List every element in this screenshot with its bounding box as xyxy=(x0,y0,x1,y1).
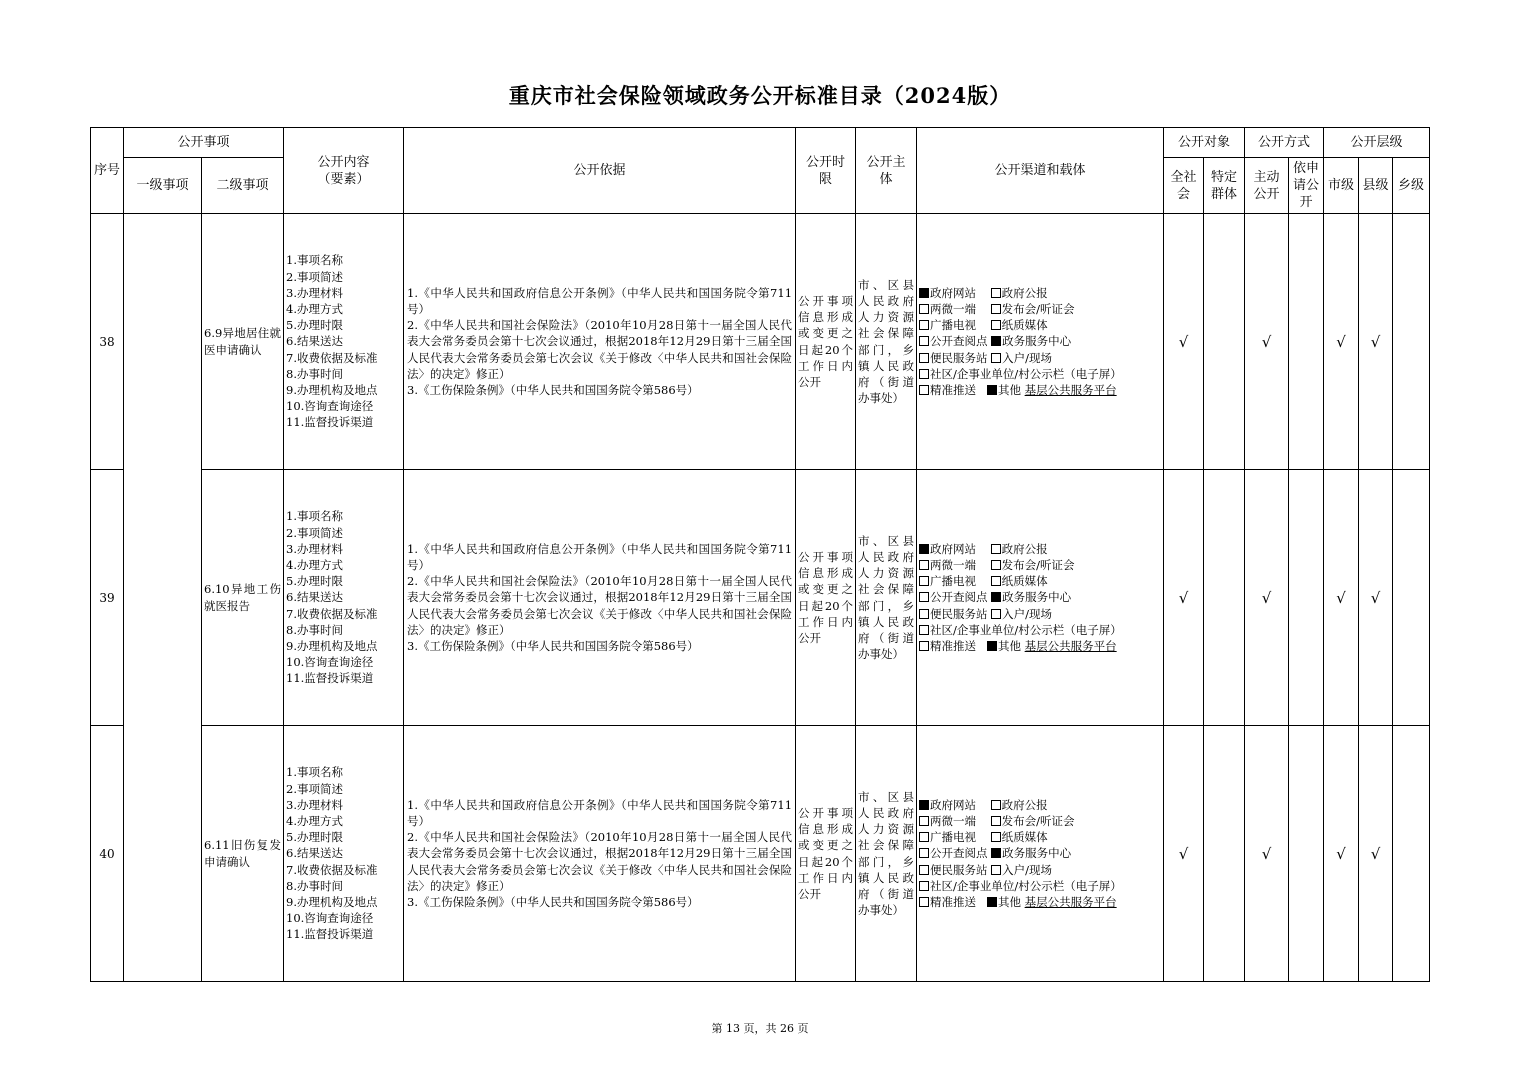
table-body xyxy=(91,214,1430,982)
header-channel: 公开渠道和载体 xyxy=(917,128,1164,214)
row-method-active-check xyxy=(1245,214,1289,470)
channel-query-point: 公开查阅点 xyxy=(930,334,988,349)
content-item: 4.办理方式 xyxy=(286,813,343,828)
content-item: 4.办理方式 xyxy=(286,301,343,316)
channel-radio-tv: 广播电视 xyxy=(930,830,977,845)
channel-service-center: 政务服务中心 xyxy=(1002,846,1072,861)
content-item: 2.事项简述 xyxy=(286,781,343,796)
content-item: 9.办理机构及地点 xyxy=(286,895,378,909)
unchecked-box-icon xyxy=(991,576,1001,586)
unchecked-box-icon xyxy=(919,625,929,635)
header-tier-township: 乡级 xyxy=(1393,158,1430,214)
check-mark: √ xyxy=(1178,588,1189,607)
checked-box-icon xyxy=(919,288,929,298)
channel-door-to-door: 入户/现场 xyxy=(1002,606,1053,621)
row-basis xyxy=(404,726,796,982)
check-mark: √ xyxy=(1336,588,1346,607)
row-method-active-check xyxy=(1245,726,1289,982)
channel-service-center: 政务服务中心 xyxy=(1002,590,1072,605)
unchecked-box-icon xyxy=(919,320,929,330)
row-content-items xyxy=(284,214,404,470)
check-mark: √ xyxy=(1261,844,1272,863)
content-item: 2.事项简述 xyxy=(286,269,343,284)
content-item: 8.办事时间 xyxy=(286,366,343,381)
channel-paper-media: 纸质媒体 xyxy=(1001,318,1048,333)
row-seq-text: 39 xyxy=(99,590,115,605)
unchecked-box-icon xyxy=(919,609,929,619)
content-item: 1.事项名称 xyxy=(286,253,343,268)
checked-box-icon xyxy=(991,848,1001,858)
unchecked-box-icon xyxy=(991,544,1001,554)
header-method: 公开方式 xyxy=(1245,128,1324,158)
row-subject xyxy=(856,726,917,982)
basis-item: 2.《中华人民共和国社会保险法》（2010年10月28日第十一届全国人民代表大会常务委员会第十七次会议通过，根据2018年12月29日第十三届全国人民代表大会常务委员会第七次会议《关于修改〈中华人民共和国社会保险法〉的决定》修正） xyxy=(407,574,793,637)
header-deadline: 公开时限 xyxy=(796,128,856,214)
basis-item: 2.《中华人民共和国社会保险法》（2010年10月28日第十一届全国人民代表大会常务委员会第十七次会议通过，根据2018年12月29日第十三届全国人民代表大会常务委员会第七次会议《关于修改〈中华人民共和国社会保险法〉的决定》修正） xyxy=(407,830,793,893)
content-item: 7.收费依据及标准 xyxy=(286,862,378,877)
row-seq-text: 40 xyxy=(99,846,115,861)
row-channels xyxy=(917,470,1164,726)
channel-bulletin: 社区/企事业单位/村公示栏（电子屏） xyxy=(930,366,1122,381)
unchecked-box-icon xyxy=(991,560,1001,570)
content-item: 3.办理材料 xyxy=(286,541,343,556)
header-level1: 一级事项 xyxy=(124,158,202,214)
header-target-specific: 特定群体 xyxy=(1204,158,1245,214)
row-tier-county-check xyxy=(1359,726,1393,982)
row-deadline xyxy=(796,470,856,726)
page-title: 重庆市社会保险领域政务公开标准目录（2024版） xyxy=(508,83,1012,108)
content-item: 8.办事时间 xyxy=(286,878,343,893)
unchecked-box-icon xyxy=(991,832,1001,842)
content-item: 11.监督投诉渠道 xyxy=(286,927,374,942)
channel-other: 其他 xyxy=(997,383,1021,397)
channel-press: 发布会/听证会 xyxy=(1001,301,1075,316)
row-deadline xyxy=(796,214,856,470)
header-subject: 公开主体 xyxy=(856,128,917,214)
header-seq: 序号 xyxy=(91,128,124,214)
unchecked-box-icon xyxy=(991,320,1001,330)
unchecked-box-icon xyxy=(919,832,929,842)
row-level2-text: 6.9异地居住就医申请确认 xyxy=(204,326,282,357)
channel-query-point: 公开查阅点 xyxy=(930,846,988,861)
header-method-active: 主动公开 xyxy=(1245,158,1289,214)
content-item: 5.办理时限 xyxy=(286,830,343,845)
unchecked-box-icon xyxy=(919,897,929,907)
row-level2 xyxy=(202,470,284,726)
channel-service-station: 便民服务站 xyxy=(930,862,988,877)
header-tier-city: 市级 xyxy=(1324,158,1359,214)
unchecked-box-icon xyxy=(919,816,929,826)
row-level2-text: 6.10异地工伤就医报告 xyxy=(204,582,282,613)
header-level2: 二级事项 xyxy=(202,158,284,214)
row-tier-city-check xyxy=(1324,470,1359,726)
content-item: 10.咨询查询途径 xyxy=(286,399,374,414)
content-item: 6.结果送达 xyxy=(286,590,343,605)
row-target-all-check xyxy=(1164,214,1204,470)
channel-bulletin: 社区/企事业单位/村公示栏（电子屏） xyxy=(930,878,1122,893)
catalog-table xyxy=(90,127,1430,982)
row-tier-city-check xyxy=(1324,726,1359,982)
row-method-request-check xyxy=(1289,726,1324,982)
basis-item: 3.《工伤保险条例》（中华人民共和国国务院令第586号） xyxy=(407,383,699,397)
channel-gov-gazette: 政府公报 xyxy=(1001,541,1048,556)
basis-item: 1.《中华人民共和国政府信息公开条例》（中华人民共和国国务院令第711号） xyxy=(407,285,793,316)
row-tier-county-check xyxy=(1359,214,1393,470)
channel-radio-tv: 广播电视 xyxy=(930,574,977,589)
row-subject-text: 市、区县人民政府人力资源社会保障部门，乡镇人民政府（街道办事处） xyxy=(858,789,915,918)
checked-box-icon xyxy=(991,336,1001,346)
header-method-request: 依申请公开 xyxy=(1289,158,1324,214)
basis-item: 2.《中华人民共和国社会保险法》（2010年10月28日第十一届全国人民代表大会常务委员会第十七次会议通过，根据2018年12月29日第十三届全国人民代表大会常务委员会第七次会议《关于修改〈中华人民共和国社会保险法〉的决定》修正） xyxy=(407,318,793,381)
content-item: 9.办理机构及地点 xyxy=(286,639,378,653)
row-deadline xyxy=(796,726,856,982)
content-item: 2.事项简述 xyxy=(286,525,343,540)
row-subject xyxy=(856,470,917,726)
unchecked-box-icon xyxy=(919,385,929,395)
unchecked-box-icon xyxy=(991,288,1001,298)
row-method-request-check xyxy=(1289,470,1324,726)
checked-box-icon xyxy=(919,544,929,554)
channel-service-station: 便民服务站 xyxy=(930,606,988,621)
channel-push: 精准推送 xyxy=(930,383,977,397)
channel-gov-site: 政府网站 xyxy=(930,285,977,300)
check-mark: √ xyxy=(1336,844,1346,863)
channel-paper-media: 纸质媒体 xyxy=(1001,574,1048,589)
row-method-request-check xyxy=(1289,214,1324,470)
row-content-items xyxy=(284,470,404,726)
check-mark: √ xyxy=(1261,332,1272,351)
unchecked-box-icon xyxy=(991,865,1001,875)
channel-push: 精准推送 xyxy=(930,639,977,653)
check-mark: √ xyxy=(1370,588,1381,607)
checked-box-icon xyxy=(987,641,997,651)
row-deadline-text: 公开事项信息形成或变更之日起20个工作日内公开 xyxy=(798,293,854,389)
content-item: 4.办理方式 xyxy=(286,557,343,572)
row-target-all-check xyxy=(1164,470,1204,726)
channel-paper-media: 纸质媒体 xyxy=(1001,830,1048,845)
row-tier-county-check xyxy=(1359,470,1393,726)
content-item: 6.结果送达 xyxy=(286,334,343,349)
row-deadline-text: 公开事项信息形成或变更之日起20个工作日内公开 xyxy=(798,549,854,645)
row-basis xyxy=(404,470,796,726)
header-target: 公开对象 xyxy=(1164,128,1245,158)
channel-gov-site: 政府网站 xyxy=(930,797,977,812)
checked-box-icon xyxy=(919,800,929,810)
content-item: 1.事项名称 xyxy=(286,509,343,524)
table-row xyxy=(91,726,1430,982)
channel-press: 发布会/听证会 xyxy=(1001,557,1075,572)
table-row xyxy=(91,470,1430,726)
content-item: 10.咨询查询途径 xyxy=(286,911,374,926)
content-item: 8.办事时间 xyxy=(286,622,343,637)
unchecked-box-icon xyxy=(991,609,1001,619)
row-channels xyxy=(917,214,1164,470)
unchecked-box-icon xyxy=(919,560,929,570)
channel-query-point: 公开查阅点 xyxy=(930,590,988,605)
basis-item: 3.《工伤保险条例》（中华人民共和国国务院令第586号） xyxy=(407,895,699,909)
channel-door-to-door: 入户/现场 xyxy=(1002,862,1053,877)
content-item: 11.监督投诉渠道 xyxy=(286,415,374,430)
channel-two-micro-one: 两微一端 xyxy=(930,557,977,572)
header-basis: 公开依据 xyxy=(404,128,796,214)
channel-door-to-door: 入户/现场 xyxy=(1002,350,1053,365)
checked-box-icon xyxy=(987,385,997,395)
unchecked-box-icon xyxy=(919,336,929,346)
unchecked-box-icon xyxy=(919,881,929,891)
table-row xyxy=(91,214,1430,470)
channel-other-platform: 基层公共服务平台 xyxy=(1024,895,1117,909)
unchecked-box-icon xyxy=(919,353,929,363)
channel-service-center: 政务服务中心 xyxy=(1002,334,1072,349)
content-item: 1.事项名称 xyxy=(286,765,343,780)
row-tier-township-check xyxy=(1393,726,1430,982)
row-level1 xyxy=(124,214,202,982)
channel-service-station: 便民服务站 xyxy=(930,350,988,365)
row-seq xyxy=(91,726,124,982)
checked-box-icon xyxy=(987,897,997,907)
content-item: 5.办理时限 xyxy=(286,318,343,333)
check-mark: √ xyxy=(1178,844,1189,863)
row-level2 xyxy=(202,214,284,470)
row-basis xyxy=(404,214,796,470)
row-tier-city-check xyxy=(1324,214,1359,470)
content-item: 3.办理材料 xyxy=(286,797,343,812)
unchecked-box-icon xyxy=(919,304,929,314)
unchecked-box-icon xyxy=(919,592,929,602)
content-item: 3.办理材料 xyxy=(286,285,343,300)
unchecked-box-icon xyxy=(919,848,929,858)
channel-gov-gazette: 政府公报 xyxy=(1001,285,1048,300)
row-subject-text: 市、区县人民政府人力资源社会保障部门，乡镇人民政府（街道办事处） xyxy=(858,277,915,406)
row-level2-text: 6.11旧伤复发申请确认 xyxy=(204,838,282,869)
unchecked-box-icon xyxy=(919,576,929,586)
row-seq-text: 38 xyxy=(99,334,115,349)
channel-other: 其他 xyxy=(997,895,1021,909)
row-seq xyxy=(91,470,124,726)
channel-two-micro-one: 两微一端 xyxy=(930,813,977,828)
channel-other-platform: 基层公共服务平台 xyxy=(1024,383,1117,397)
channel-two-micro-one: 两微一端 xyxy=(930,301,977,316)
content-item: 6.结果送达 xyxy=(286,846,343,861)
channel-other: 其他 xyxy=(997,639,1021,653)
check-mark: √ xyxy=(1370,844,1381,863)
row-channels xyxy=(917,726,1164,982)
content-item: 10.咨询查询途径 xyxy=(286,655,374,670)
content-item: 7.收费依据及标准 xyxy=(286,606,378,621)
row-level2 xyxy=(202,726,284,982)
checked-box-icon xyxy=(991,592,1001,602)
row-tier-township-check xyxy=(1393,470,1430,726)
row-subject xyxy=(856,214,917,470)
basis-item: 1.《中华人民共和国政府信息公开条例》（中华人民共和国国务院令第711号） xyxy=(407,541,793,572)
unchecked-box-icon xyxy=(991,304,1001,314)
check-mark: √ xyxy=(1370,332,1381,351)
unchecked-box-icon xyxy=(991,800,1001,810)
unchecked-box-icon xyxy=(919,865,929,875)
page-footer: 第 13 页，共 26 页 xyxy=(711,1022,809,1035)
channel-press: 发布会/听证会 xyxy=(1001,813,1075,828)
row-content-items xyxy=(284,726,404,982)
header-content: 公开内容（要素） xyxy=(284,128,404,214)
content-item: 11.监督投诉渠道 xyxy=(286,671,374,686)
content-item: 9.办理机构及地点 xyxy=(286,383,378,397)
channel-bulletin: 社区/企事业单位/村公示栏（电子屏） xyxy=(930,622,1122,637)
unchecked-box-icon xyxy=(991,353,1001,363)
row-seq xyxy=(91,214,124,470)
header-matter: 公开事项 xyxy=(124,128,284,158)
header-tier-county: 县级 xyxy=(1359,158,1393,214)
header-tier: 公开层级 xyxy=(1324,128,1430,158)
check-mark: √ xyxy=(1336,332,1346,351)
channel-other-platform: 基层公共服务平台 xyxy=(1024,639,1117,653)
content-item: 7.收费依据及标准 xyxy=(286,350,378,365)
header-target-all: 全社会 xyxy=(1164,158,1204,214)
unchecked-box-icon xyxy=(991,816,1001,826)
channel-gov-gazette: 政府公报 xyxy=(1001,797,1048,812)
check-mark: √ xyxy=(1261,588,1272,607)
row-target-specific-check xyxy=(1204,726,1245,982)
row-target-specific-check xyxy=(1204,470,1245,726)
channel-push: 精准推送 xyxy=(930,895,977,909)
channel-radio-tv: 广播电视 xyxy=(930,318,977,333)
unchecked-box-icon xyxy=(919,369,929,379)
channel-gov-site: 政府网站 xyxy=(930,541,977,556)
row-target-all-check xyxy=(1164,726,1204,982)
row-deadline-text: 公开事项信息形成或变更之日起20个工作日内公开 xyxy=(798,805,854,901)
check-mark: √ xyxy=(1178,332,1189,351)
row-target-specific-check xyxy=(1204,214,1245,470)
basis-item: 3.《工伤保险条例》（中华人民共和国国务院令第586号） xyxy=(407,639,699,653)
unchecked-box-icon xyxy=(919,641,929,651)
content-item: 5.办理时限 xyxy=(286,574,343,589)
row-method-active-check xyxy=(1245,470,1289,726)
row-subject-text: 市、区县人民政府人力资源社会保障部门，乡镇人民政府（街道办事处） xyxy=(858,533,915,662)
basis-item: 1.《中华人民共和国政府信息公开条例》（中华人民共和国国务院令第711号） xyxy=(407,797,793,828)
row-tier-township-check xyxy=(1393,214,1430,470)
